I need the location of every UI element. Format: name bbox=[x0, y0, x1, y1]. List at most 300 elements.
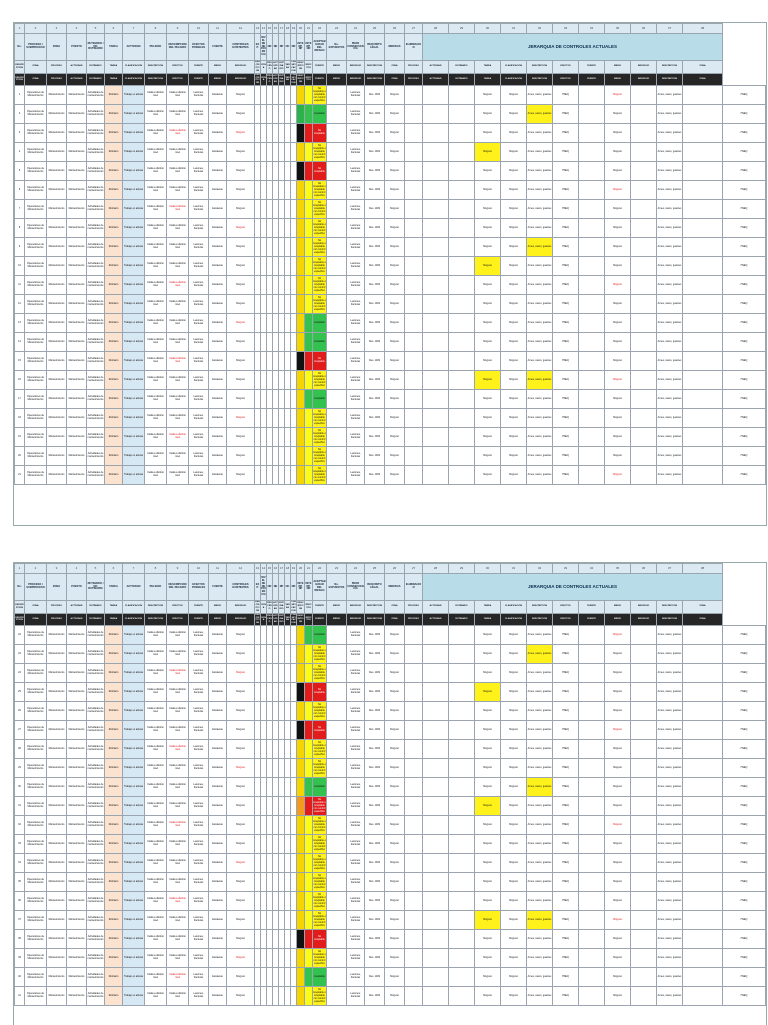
extra-cell bbox=[579, 371, 605, 390]
table-row[interactable] bbox=[15, 295, 766, 314]
note-cell: HSEQ bbox=[723, 797, 766, 816]
extra-cell bbox=[683, 181, 723, 200]
table-row[interactable] bbox=[15, 683, 766, 702]
note-cell: HSEQ bbox=[723, 333, 766, 352]
acceptability-cell: No Aceptable o Aceptable con control especifico bbox=[313, 143, 327, 162]
extra-cell bbox=[579, 314, 605, 333]
criticality-cell bbox=[305, 371, 313, 390]
note-cell: HSEQ bbox=[723, 105, 766, 124]
legal-cell: Res. 1409 bbox=[365, 428, 385, 447]
effect-cell: Lesiones, fracturas bbox=[189, 200, 209, 219]
extra-cell bbox=[683, 390, 723, 409]
table-row[interactable] bbox=[15, 873, 766, 892]
row-number: 1 bbox=[15, 86, 25, 105]
hierarchy-cell bbox=[449, 314, 475, 333]
controls-measure-cell: Ninguno bbox=[385, 409, 405, 428]
zone-cell: Mantenimiento bbox=[47, 778, 67, 797]
table-row[interactable] bbox=[15, 219, 766, 238]
source-cell: Escaleras bbox=[209, 105, 227, 124]
resp-cell: HSEQ bbox=[553, 683, 579, 702]
process-cell: Operaciones de Mantenimiento bbox=[25, 911, 47, 930]
bar-cell: DESCRIPCION bbox=[145, 613, 167, 626]
extra-cell bbox=[683, 257, 723, 276]
table-row[interactable] bbox=[15, 968, 766, 987]
extra-cell bbox=[579, 409, 605, 428]
hierarchy-cell bbox=[449, 911, 475, 930]
hierarchy-cell bbox=[405, 105, 423, 124]
table-row[interactable] bbox=[15, 854, 766, 873]
table-row[interactable] bbox=[15, 409, 766, 428]
risk-level-cell bbox=[297, 816, 305, 835]
column-number: 28 bbox=[423, 564, 449, 574]
zone-cell: Mantenimiento bbox=[47, 645, 67, 664]
hierarchy-cell bbox=[423, 86, 449, 105]
column-number: 29 bbox=[449, 24, 475, 34]
admin-control-cell: Ninguno bbox=[475, 238, 501, 257]
risk-matrix-table-2 bbox=[14, 563, 766, 1006]
resp-cell: HSEQ bbox=[553, 181, 579, 200]
extra-cell bbox=[579, 892, 605, 911]
table-row[interactable] bbox=[15, 428, 766, 447]
exposed-cell bbox=[327, 447, 347, 466]
zone-cell: Mantenimiento bbox=[47, 390, 67, 409]
sub-header: MEDIO bbox=[209, 601, 227, 614]
extra-cell bbox=[631, 295, 657, 314]
extra-cell: Arnes, casco, guantes bbox=[657, 968, 683, 987]
extra-cell bbox=[683, 626, 723, 645]
zone-cell: Mantenimiento bbox=[47, 968, 67, 987]
ppe-cell: Arnes, casco, guantes bbox=[527, 390, 553, 409]
column-header: RUTINARIO / NO RUTINARIO bbox=[87, 34, 105, 61]
extra-cell: Ninguno bbox=[605, 428, 631, 447]
sub-header: ACTIVIDAD bbox=[273, 601, 279, 614]
column-number: 18 bbox=[285, 24, 291, 34]
acceptability-cell: No Aceptable o Aceptable con control especifico bbox=[313, 371, 327, 390]
bar-cell: CLASIFICACION bbox=[501, 613, 527, 626]
consequence-cell: Lesiones, fracturas bbox=[347, 333, 365, 352]
resp-cell: HSEQ bbox=[553, 740, 579, 759]
table-row[interactable] bbox=[15, 257, 766, 276]
sub-header: MEDIO bbox=[605, 601, 631, 614]
table-row[interactable] bbox=[15, 86, 766, 105]
sub-header: DESCRIPCION bbox=[145, 61, 167, 74]
hierarchy-cell bbox=[405, 911, 423, 930]
extra-cell bbox=[579, 352, 605, 371]
bar-cell: CLASIFICACION bbox=[123, 73, 145, 86]
extra-cell bbox=[683, 721, 723, 740]
consequence-cell: Lesiones, fracturas bbox=[347, 759, 365, 778]
zone-cell: Mantenimiento bbox=[67, 238, 87, 257]
hierarchy-cell bbox=[449, 816, 475, 835]
table-row[interactable] bbox=[15, 143, 766, 162]
zone-cell: Mantenimiento bbox=[67, 778, 87, 797]
hazard-cell: Caida a distinto nivel bbox=[145, 466, 167, 485]
criticality-cell bbox=[305, 797, 313, 816]
table-row[interactable] bbox=[15, 105, 766, 124]
bar-cell: DESCRIPCION bbox=[657, 73, 683, 86]
column-header: FUENTE bbox=[209, 34, 227, 61]
table-row[interactable] bbox=[15, 162, 766, 181]
sub-header: DESCRIPCION bbox=[365, 601, 385, 614]
table-row[interactable] bbox=[15, 390, 766, 409]
risk-level-cell bbox=[297, 683, 305, 702]
hazard-cell: Caida a distinto nivel bbox=[145, 143, 167, 162]
hazard-cell: Caida a distinto nivel bbox=[145, 314, 167, 333]
ppe-cell: Arnes, casco, guantes bbox=[527, 371, 553, 390]
exposed-cell bbox=[327, 911, 347, 930]
task-cell: Actividades de mantenimiento bbox=[87, 626, 105, 645]
criticality-cell bbox=[305, 466, 313, 485]
activity-cell: Trabajo en alturas bbox=[123, 466, 145, 485]
hierarchy-cell bbox=[449, 740, 475, 759]
note-cell: HSEQ bbox=[723, 683, 766, 702]
table-row[interactable] bbox=[15, 892, 766, 911]
controls-cell: Ninguno bbox=[227, 238, 255, 257]
consequence-cell: Lesiones, fracturas bbox=[347, 200, 365, 219]
legal-cell: Res. 1409 bbox=[365, 276, 385, 295]
bar-cell: EFECTOS bbox=[167, 73, 189, 86]
process-cell: Operaciones de Mantenimiento bbox=[25, 949, 47, 968]
ppe-cell: Arnes, casco, guantes bbox=[527, 797, 553, 816]
extra-cell bbox=[579, 447, 605, 466]
hazard-desc-cell: Caida a distinto nivel bbox=[167, 740, 189, 759]
hierarchy-cell bbox=[405, 257, 423, 276]
table-row[interactable] bbox=[15, 911, 766, 930]
extra-cell bbox=[683, 949, 723, 968]
zone-cell: Mantenimiento bbox=[47, 276, 67, 295]
row-number: 18 bbox=[15, 409, 25, 428]
column-header: ACEPTABILIDAD DEL RIESGO bbox=[313, 574, 327, 601]
hierarchy-cell bbox=[405, 683, 423, 702]
sub-header: PROCESO bbox=[405, 61, 423, 74]
criticality-cell bbox=[305, 409, 313, 428]
task-cell: Actividades de mantenimiento bbox=[87, 835, 105, 854]
hierarchy-cell bbox=[449, 352, 475, 371]
extra-cell: Ninguno bbox=[605, 626, 631, 645]
hazard-desc-cell: Caida a distinto nivel bbox=[167, 854, 189, 873]
table-row[interactable] bbox=[15, 447, 766, 466]
task-cell: Actividades de mantenimiento bbox=[87, 645, 105, 664]
controls-measure-cell: Ninguno bbox=[385, 257, 405, 276]
extra-cell bbox=[683, 683, 723, 702]
sub-header: MEDIO bbox=[327, 61, 347, 74]
table-row[interactable] bbox=[15, 352, 766, 371]
extra-cell: Arnes, casco, guantes bbox=[657, 683, 683, 702]
legal-cell: Res. 1409 bbox=[365, 143, 385, 162]
sign-cell: Ninguno bbox=[501, 409, 527, 428]
extra-cell bbox=[579, 626, 605, 645]
ppe-cell: Arnes, casco, guantes bbox=[527, 105, 553, 124]
zone-cell: Mantenimiento bbox=[47, 873, 67, 892]
hierarchy-cell bbox=[449, 276, 475, 295]
extra-cell bbox=[579, 816, 605, 835]
extra-cell bbox=[683, 892, 723, 911]
column-number: 4 bbox=[67, 564, 87, 574]
table-row[interactable] bbox=[15, 721, 766, 740]
table-row[interactable] bbox=[15, 702, 766, 721]
column-number: 32 bbox=[527, 564, 553, 574]
extra-cell bbox=[683, 333, 723, 352]
bar-cell: ZONA bbox=[261, 73, 267, 86]
table-row[interactable] bbox=[15, 987, 766, 1006]
column-number: 7 bbox=[123, 564, 145, 574]
consequence-cell: Lesiones, fracturas bbox=[347, 105, 365, 124]
consequence-cell: Lesiones, fracturas bbox=[347, 911, 365, 930]
exposed-cell bbox=[327, 930, 347, 949]
sub-header: PROCESO bbox=[267, 61, 273, 74]
criticality-cell bbox=[305, 835, 313, 854]
admin-control-cell: Ninguno bbox=[475, 702, 501, 721]
criticality-cell bbox=[305, 86, 313, 105]
bar-cell: MEDIO bbox=[327, 613, 347, 626]
rutinario-cell: Rutinario bbox=[105, 447, 123, 466]
criticality-cell bbox=[305, 105, 313, 124]
zone-cell: Mantenimiento bbox=[67, 987, 87, 1006]
hierarchy-cell bbox=[405, 664, 423, 683]
extra-cell bbox=[631, 702, 657, 721]
consequence-cell: Lesiones, fracturas bbox=[347, 428, 365, 447]
hierarchy-cell bbox=[449, 854, 475, 873]
controls-cell: Ninguno bbox=[227, 447, 255, 466]
sign-cell: Ninguno bbox=[501, 257, 527, 276]
controls-cell: Ninguno bbox=[227, 987, 255, 1006]
column-header: NC bbox=[285, 574, 291, 601]
extra-cell: Ninguno bbox=[605, 854, 631, 873]
resp-cell: HSEQ bbox=[553, 409, 579, 428]
controls-measure-cell: Ninguno bbox=[385, 759, 405, 778]
legal-cell: Res. 1409 bbox=[365, 105, 385, 124]
table-row[interactable] bbox=[15, 949, 766, 968]
extra-cell: Ninguno bbox=[605, 86, 631, 105]
bar-cell: INDIVIDUO bbox=[227, 73, 255, 86]
criticality-cell bbox=[305, 238, 313, 257]
table-row[interactable] bbox=[15, 371, 766, 390]
extra-cell bbox=[683, 702, 723, 721]
sub-header: ACTIVIDAD bbox=[423, 601, 449, 614]
process-cell: Operaciones de Mantenimiento bbox=[25, 276, 47, 295]
extra-cell bbox=[579, 968, 605, 987]
ppe-cell: Arnes, casco, guantes bbox=[527, 466, 553, 485]
table-row[interactable] bbox=[15, 124, 766, 143]
legal-cell: Res. 1409 bbox=[365, 816, 385, 835]
task-cell: Actividades de mantenimiento bbox=[87, 873, 105, 892]
legal-cell: Res. 1409 bbox=[365, 162, 385, 181]
source-cell: Escaleras bbox=[209, 626, 227, 645]
zone-cell: Mantenimiento bbox=[47, 314, 67, 333]
table-row[interactable] bbox=[15, 778, 766, 797]
black-header-bar bbox=[15, 613, 766, 626]
hierarchy-cell bbox=[405, 124, 423, 143]
zone-cell: Mantenimiento bbox=[67, 892, 87, 911]
effect-cell: Lesiones, fracturas bbox=[189, 352, 209, 371]
admin-control-cell: Ninguno bbox=[475, 797, 501, 816]
resp-cell: HSEQ bbox=[553, 873, 579, 892]
table-row[interactable] bbox=[15, 200, 766, 219]
admin-control-cell: Ninguno bbox=[475, 968, 501, 987]
task-cell: Actividades de mantenimiento bbox=[87, 466, 105, 485]
row-number: 24 bbox=[15, 664, 25, 683]
process-cell: Operaciones de Mantenimiento bbox=[25, 162, 47, 181]
effect-cell: Lesiones, fracturas bbox=[189, 797, 209, 816]
extra-cell: Arnes, casco, guantes bbox=[657, 200, 683, 219]
bar-cell: PROCESO bbox=[47, 613, 67, 626]
zone-cell: Mantenimiento bbox=[47, 835, 67, 854]
column-number: 32 bbox=[527, 24, 553, 34]
acceptability-cell: No Aceptable bbox=[313, 683, 327, 702]
column-number: 17 bbox=[279, 564, 285, 574]
extra-cell bbox=[683, 371, 723, 390]
table-row[interactable] bbox=[15, 930, 766, 949]
criticality-cell bbox=[305, 447, 313, 466]
sub-header: FUENTE bbox=[189, 601, 209, 614]
extra-cell bbox=[579, 219, 605, 238]
row-number: 33 bbox=[15, 835, 25, 854]
process-cell: Operaciones de Mantenimiento bbox=[25, 181, 47, 200]
hazard-cell: Caida a distinto nivel bbox=[145, 295, 167, 314]
legal-cell: Res. 1409 bbox=[365, 930, 385, 949]
extra-cell bbox=[579, 200, 605, 219]
note-cell: HSEQ bbox=[723, 892, 766, 911]
zone-cell: Mantenimiento bbox=[67, 645, 87, 664]
extra-cell: Ninguno bbox=[605, 987, 631, 1006]
consequence-cell: Lesiones, fracturas bbox=[347, 968, 365, 987]
column-header: ZONA bbox=[47, 574, 67, 601]
column-number: 6 bbox=[105, 24, 123, 34]
table-row[interactable] bbox=[15, 664, 766, 683]
legal-cell: Res. 1409 bbox=[365, 854, 385, 873]
extra-cell bbox=[631, 645, 657, 664]
consequence-cell: Lesiones, fracturas bbox=[347, 238, 365, 257]
zone-cell: Mantenimiento bbox=[67, 181, 87, 200]
effect-cell: Lesiones, fracturas bbox=[189, 333, 209, 352]
extra-cell: Ninguno bbox=[605, 143, 631, 162]
risk-level-cell bbox=[297, 238, 305, 257]
note-cell: HSEQ bbox=[723, 314, 766, 333]
controls-measure-cell: Ninguno bbox=[385, 626, 405, 645]
hierarchy-cell bbox=[405, 797, 423, 816]
table-row[interactable] bbox=[15, 333, 766, 352]
bar-cell: INDIVIDUO bbox=[347, 613, 365, 626]
consequence-cell: Lesiones, fracturas bbox=[347, 740, 365, 759]
table-row[interactable] bbox=[15, 314, 766, 333]
hazard-desc-cell: Caida a distinto nivel bbox=[167, 797, 189, 816]
hierarchy-cell bbox=[449, 333, 475, 352]
sub-header: TAREA bbox=[285, 601, 291, 614]
table-row[interactable] bbox=[15, 759, 766, 778]
admin-control-cell: Ninguno bbox=[475, 645, 501, 664]
hazard-cell: Caida a distinto nivel bbox=[145, 835, 167, 854]
note-cell: HSEQ bbox=[723, 664, 766, 683]
extra-cell: Arnes, casco, guantes bbox=[657, 276, 683, 295]
sub-header-row bbox=[15, 601, 766, 614]
bar-cell: ZONA bbox=[25, 73, 47, 86]
criticality-cell bbox=[305, 930, 313, 949]
hierarchy-cell bbox=[449, 181, 475, 200]
column-number: 4 bbox=[67, 24, 87, 34]
admin-control-cell: Ninguno bbox=[475, 721, 501, 740]
exposed-cell bbox=[327, 86, 347, 105]
hierarchy-cell bbox=[423, 911, 449, 930]
table-row[interactable] bbox=[15, 835, 766, 854]
ppe-cell: Arnes, casco, guantes bbox=[527, 892, 553, 911]
extra-cell bbox=[579, 105, 605, 124]
hierarchy-cell bbox=[449, 721, 475, 740]
task-cell: Actividades de mantenimiento bbox=[87, 200, 105, 219]
hierarchy-cell bbox=[423, 873, 449, 892]
extra-cell bbox=[631, 968, 657, 987]
rutinario-cell: Rutinario bbox=[105, 181, 123, 200]
extra-cell: Arnes, casco, guantes bbox=[657, 778, 683, 797]
hierarchy-cell bbox=[423, 352, 449, 371]
table-row[interactable] bbox=[15, 276, 766, 295]
bar-cell: INDIVIDUO bbox=[347, 73, 365, 86]
column-header: ND bbox=[267, 574, 273, 601]
bar-cell: TAREA bbox=[105, 613, 123, 626]
legal-cell: Res. 1409 bbox=[365, 968, 385, 987]
exposed-cell bbox=[327, 371, 347, 390]
column-header: ELIMINACION bbox=[405, 574, 423, 601]
task-cell: Actividades de mantenimiento bbox=[87, 683, 105, 702]
acceptability-cell: No Aceptable o Aceptable con control especifico bbox=[313, 835, 327, 854]
process-cell: Operaciones de Mantenimiento bbox=[25, 626, 47, 645]
bar-cell: PROCESO bbox=[267, 73, 273, 86]
sign-cell: Ninguno bbox=[501, 664, 527, 683]
column-header: NR bbox=[291, 574, 297, 601]
column-header: EFECTOS POSIBLES bbox=[189, 34, 209, 61]
process-cell: Operaciones de Mantenimiento bbox=[25, 86, 47, 105]
exposed-cell bbox=[327, 181, 347, 200]
hierarchy-cell bbox=[423, 968, 449, 987]
hazard-desc-cell: Caida a distinto nivel bbox=[167, 873, 189, 892]
extra-cell bbox=[631, 409, 657, 428]
table-row[interactable] bbox=[15, 797, 766, 816]
hierarchy-cell bbox=[405, 816, 423, 835]
exposed-cell bbox=[327, 626, 347, 645]
table-row[interactable] bbox=[15, 466, 766, 485]
task-cell: Actividades de mantenimiento bbox=[87, 740, 105, 759]
row-number: 5 bbox=[15, 162, 25, 181]
exposed-cell bbox=[327, 968, 347, 987]
table-row[interactable] bbox=[15, 181, 766, 200]
hazard-cell: Caida a distinto nivel bbox=[145, 873, 167, 892]
controls-cell: Ninguno bbox=[227, 86, 255, 105]
table-row[interactable] bbox=[15, 816, 766, 835]
resp-cell: HSEQ bbox=[553, 295, 579, 314]
controls-cell: Ninguno bbox=[227, 873, 255, 892]
rutinario-cell: Rutinario bbox=[105, 721, 123, 740]
hierarchy-cell bbox=[423, 702, 449, 721]
process-cell: Operaciones de Mantenimiento bbox=[25, 797, 47, 816]
resp-cell: HSEQ bbox=[553, 930, 579, 949]
column-number: 7 bbox=[123, 24, 145, 34]
sub-header: ZONA bbox=[25, 61, 47, 74]
controls-cell: Ninguno bbox=[227, 740, 255, 759]
table-row[interactable] bbox=[15, 645, 766, 664]
note-cell: HSEQ bbox=[723, 949, 766, 968]
sub-header: CLASIFICACION bbox=[123, 61, 145, 74]
risk-level-cell bbox=[297, 276, 305, 295]
source-cell: Escaleras bbox=[209, 257, 227, 276]
column-header: PROCESO / SUBPROCESO bbox=[25, 574, 47, 601]
rutinario-cell: Rutinario bbox=[105, 930, 123, 949]
table-row[interactable] bbox=[15, 626, 766, 645]
row-number: 12 bbox=[15, 295, 25, 314]
table-row[interactable] bbox=[15, 740, 766, 759]
ppe-cell: Arnes, casco, guantes bbox=[527, 702, 553, 721]
column-number-row bbox=[15, 24, 766, 34]
table-row[interactable] bbox=[15, 238, 766, 257]
task-cell: Actividades de mantenimiento bbox=[87, 314, 105, 333]
